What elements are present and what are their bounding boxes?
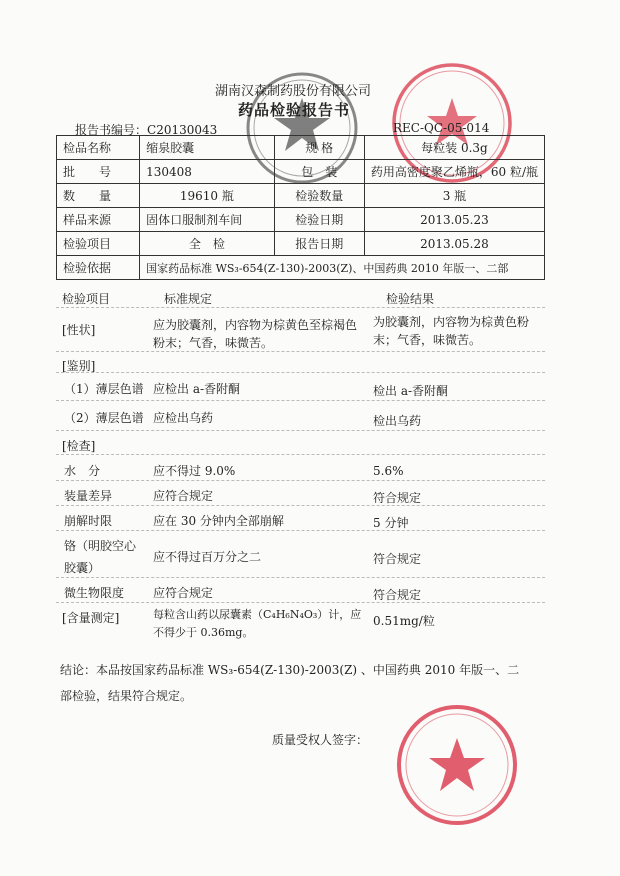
value-cell: 19610 瓶 [140, 184, 275, 208]
chromium-result: 符合规定 [373, 552, 422, 566]
divider [56, 454, 545, 455]
table-row [57, 184, 545, 208]
disintegration-result: 5 分钟 [373, 516, 409, 530]
conclusion-text: 结论：本品按国家药品标准 WS₃-654(Z-130)-2003(Z) 、中国药典 2010 年版一、二部检验，结果符合规定。 [60, 663, 520, 703]
value-cell: 缩泉胶囊 [140, 136, 275, 160]
ident-2-item: （2）薄层色谱 [64, 411, 144, 425]
ident-1-result: 检出 a-香附酮 [373, 384, 449, 398]
label-cell: 检验项目 [57, 232, 140, 256]
basis-value-cell: 国家药品标准 WS₃-654(Z-130)-2003(Z)、中国药典 2010 年版一、二部 [140, 256, 545, 280]
value-cell: 每粒装 0.3g [364, 136, 544, 160]
microbial-standard: 应符合规定 [153, 586, 214, 600]
label-cell: 报告日期 [274, 232, 364, 256]
label-cell: 规 格 [274, 136, 364, 160]
info-table [56, 135, 545, 280]
report-title: 药品检验报告书 [238, 101, 351, 119]
section-character: [性状] [62, 323, 96, 337]
signature-seal-red-bottom [392, 700, 522, 830]
label-cell: 样品来源 [57, 208, 140, 232]
label-cell: 检品名称 [57, 136, 140, 160]
label-cell: 数 量 [57, 184, 140, 208]
chromium-item: 铬（明胶空心胶囊） [64, 539, 137, 575]
microbial-result: 符合规定 [373, 588, 422, 602]
disintegration-standard: 应在 30 分钟内全部崩解 [153, 514, 284, 528]
section-assay: [含量测定] [62, 611, 120, 625]
ident-1-standard: 应检出 a-香附酮 [153, 382, 241, 396]
column-header-item: 检验项目 [62, 292, 111, 306]
signer-label: 质量受权人签字： [272, 733, 369, 747]
character-result: 为胶囊剂，内容物为棕黄色粉末；气香，味微苦。 [373, 315, 530, 347]
label-cell: 检验依据 [57, 256, 140, 280]
value-cell: 3 瓶 [364, 184, 544, 208]
ident-1-item: （1）薄层色谱 [64, 382, 144, 396]
divider [56, 430, 545, 431]
moisture-result: 5.6% [373, 464, 404, 478]
assay-standard: 每粒含山药以尿囊素（C₄H₆N₄O₃）计，应不得少于 0.36mg。 [153, 608, 362, 639]
divider [56, 505, 545, 506]
value-cell: 2013.05.23 [364, 208, 544, 232]
fill-variation-result: 符合规定 [373, 491, 422, 505]
ident-2-standard: 应检出乌药 [153, 411, 214, 425]
table-row [57, 160, 545, 184]
chromium-standard: 应不得过百万分之二 [153, 550, 262, 564]
company-name: 湖南汉森制药股份有限公司 [215, 84, 372, 99]
divider [56, 530, 545, 531]
column-header-standard: 标准规定 [164, 292, 213, 306]
label-cell: 检验日期 [274, 208, 364, 232]
value-cell: 药用高密度聚乙烯瓶，60 粒/瓶 [364, 160, 544, 184]
value-cell: 全 检 [140, 232, 275, 256]
label-cell: 检验数量 [274, 184, 364, 208]
value-cell: 130408 [140, 160, 275, 184]
report-number-label: 报告书编号： [75, 123, 148, 137]
report-number-value: C20130043 [147, 123, 218, 137]
ident-2-result: 检出乌药 [373, 414, 422, 428]
assay-result: 0.51mg/粒 [373, 614, 435, 628]
divider [56, 480, 545, 481]
microbial-item: 微生物限度 [64, 586, 125, 600]
character-standard: 应为胶囊剂，内容物为棕黄色至棕褐色粉末；气香，味微苦。 [153, 318, 358, 350]
moisture-item: 水 分 [64, 464, 101, 478]
table-row [57, 136, 545, 160]
table-row [57, 208, 545, 232]
column-header-result: 检验结果 [386, 292, 435, 306]
fill-variation-standard: 应符合规定 [153, 489, 214, 503]
divider [56, 577, 545, 578]
label-cell: 包 装 [274, 160, 364, 184]
divider [56, 351, 545, 352]
record-code: REC-QC-05-014 [393, 121, 490, 135]
fill-variation-item: 装量差异 [64, 489, 113, 503]
label-cell: 批 号 [57, 160, 140, 184]
divider [56, 400, 545, 401]
value-cell: 2013.05.28 [364, 232, 544, 256]
section-identification: [鉴别] [62, 359, 96, 373]
moisture-standard: 应不得过 9.0% [153, 464, 236, 478]
value-cell: 固体口服制剂车间 [140, 208, 275, 232]
divider [56, 307, 545, 308]
section-inspection: [检查] [62, 439, 96, 453]
disintegration-item: 崩解时限 [64, 514, 113, 528]
table-row [57, 256, 545, 280]
table-row [57, 232, 545, 256]
divider [56, 602, 545, 603]
divider [56, 372, 545, 373]
